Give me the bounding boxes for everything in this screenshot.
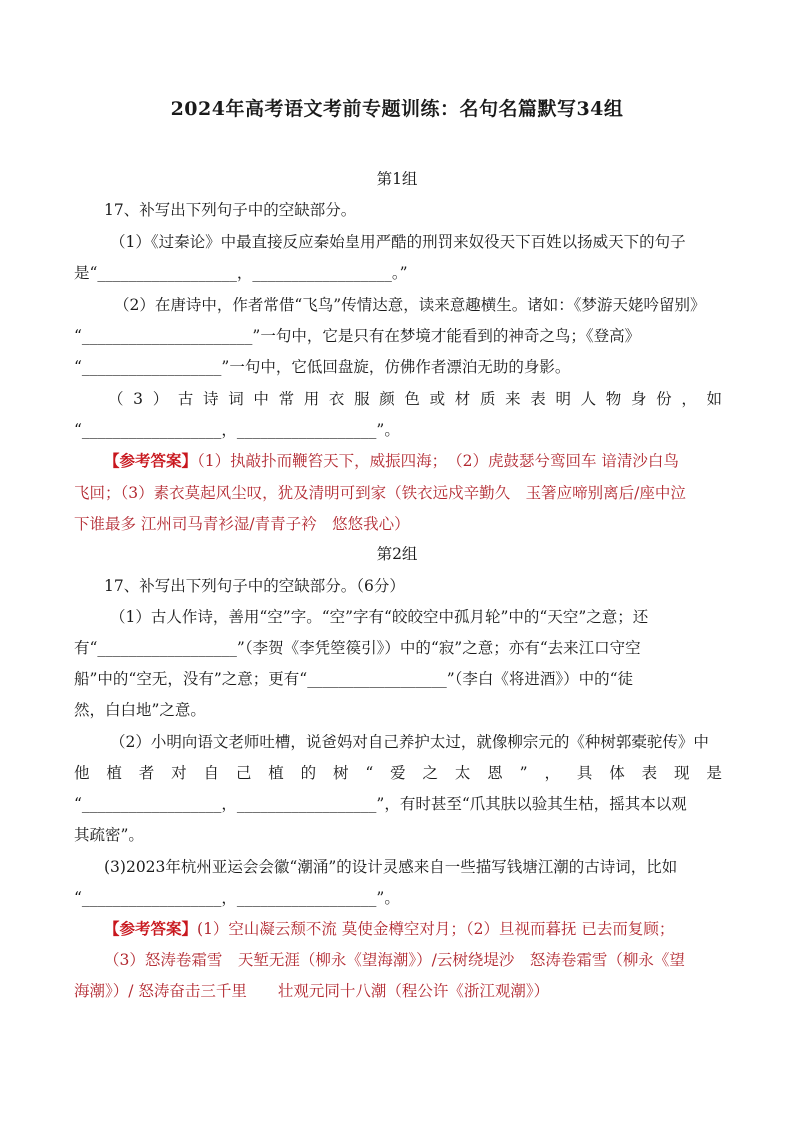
group2-q3-line1: (3)2023年杭州亚运会会徽“潮涌”的设计灵感来自一些描写钱塘江潮的古诗词，比如 xyxy=(104,858,678,876)
q3-char: （ xyxy=(108,390,124,408)
q2-char: 者 xyxy=(138,764,155,782)
q3-char: 颜 xyxy=(379,390,395,408)
q2-char: 自 xyxy=(203,764,220,782)
q3-char: 物 xyxy=(605,390,622,408)
q2-char: 他 xyxy=(74,764,90,782)
group2-q2-line2 xyxy=(74,762,722,784)
q3-char: ， xyxy=(681,390,697,408)
group1-q1-line2: 是“__________________，__________________。” xyxy=(74,264,408,282)
group2-q2-line3: “__________________，__________________”，有时甚至“爪其肤以验其生枯，摇其本以观 xyxy=(74,795,687,813)
q3-char: 质 xyxy=(479,390,496,408)
group2-q1-line1: （1）古人作诗，善用“空”字。“空”字有“皎皎空中孤月轮”中的“天空”之意；还 xyxy=(110,608,649,626)
group2-answer-line1 xyxy=(104,918,756,940)
q3-char: 表 xyxy=(530,390,546,408)
q2-char: 的 xyxy=(300,764,317,782)
q3-char: 明 xyxy=(555,390,571,408)
q2-char: ” xyxy=(519,764,528,782)
q2-char: ， xyxy=(544,764,560,782)
q2-char: 植 xyxy=(106,764,122,782)
q3-char: 如 xyxy=(706,390,722,408)
group1-q2-line1: （2）在唐诗中，作者常借“飞鸟”传情达意，读来意趣横生。诸如：《梦游天姥吟留别》 xyxy=(114,296,706,314)
q2-char: 是 xyxy=(706,764,722,782)
q3-char: 衣 xyxy=(328,390,345,408)
q3-char: 用 xyxy=(303,390,320,408)
group2-heading: 第2组 xyxy=(376,545,418,563)
q2-char: 体 xyxy=(609,764,625,782)
q3-char: 词 xyxy=(228,390,244,408)
page-title: 2024年高考语文考前专题训练：名句名篇默写34组 xyxy=(170,98,624,120)
q2-char: 己 xyxy=(235,764,252,782)
group1-answer-line1 xyxy=(104,450,756,472)
q2-char: 表 xyxy=(641,764,658,782)
group1-q3-line1 xyxy=(108,388,722,410)
q2-char: 太 xyxy=(454,764,471,782)
group1-q3-line2: “__________________，__________________”。 xyxy=(74,421,400,439)
answer-label: 【参考答案】 xyxy=(104,451,198,470)
group1-answer-line2: 飞回；（3）素衣莫起风尘叹，犹及清明可到家（铁衣远戍辛勤久 玉箸应啼别离后/座中泣 xyxy=(74,484,686,502)
q2-char: 植 xyxy=(268,764,284,782)
group2-q2-line4: 其疏密”。 xyxy=(74,826,144,844)
q3-char: 身 xyxy=(630,390,647,408)
q2-char: “ xyxy=(365,764,374,782)
q3-char: 份 xyxy=(656,390,672,408)
group1-q2-line2: “______________________”一句中，它是只有在梦境才能看到的神奇之鸟；《登高》 xyxy=(74,327,641,345)
q2-char: 恩 xyxy=(487,764,503,782)
q3-char: 古 xyxy=(177,390,194,408)
group2-answer-line2: （3）怒涛卷霜雪 天堑无涯（柳永《望海潮》）/云树绕堤沙 怒涛卷霜雪（柳永《望 xyxy=(104,951,685,969)
q3-char: ） xyxy=(152,390,169,408)
group2-q3-line2: “__________________，__________________”。 xyxy=(74,889,400,907)
group2-answer-line3: 海潮》）/ 怒涛奋击三千里 壮观元同十八潮（程公许《浙江观潮》） xyxy=(74,982,550,1000)
group2-q1-line3: 船”中的“空无，没有”之意；更有“__________________”（李白《将进酒》）中的“徒 xyxy=(74,670,634,688)
q3-char: 来 xyxy=(505,390,521,408)
answer-label: 【参考答案】 xyxy=(104,919,198,938)
q3-char: 人 xyxy=(580,390,597,408)
q3-char: 服 xyxy=(354,390,370,408)
group1-question: 17、补写出下列句子中的空缺部分。 xyxy=(104,201,357,219)
group2-q1-line4: 然，白白地”之意。 xyxy=(74,701,206,719)
q2-char: 具 xyxy=(576,764,593,782)
q3-char: 常 xyxy=(278,390,295,408)
q3-char: 3 xyxy=(133,390,144,408)
group2-q2-line1: （2）小明向语文老师吐槽，说爸妈对自己养护太过，就像柳宗元的《种树郭橐驼传》中 xyxy=(110,733,709,751)
group1-heading: 第1组 xyxy=(376,170,418,188)
q2-char: 之 xyxy=(422,764,439,782)
q2-char: 对 xyxy=(171,764,187,782)
answer-text: (1）空山凝云颓不流 莫使金樽空对月；（2）旦视而暮抚 已去而复顾； xyxy=(197,920,675,938)
q3-char: 中 xyxy=(253,390,269,408)
answer-text: （1）执敲扑而鞭笞天下，威振四海； （2）虎鼓瑟兮鸾回车 谙清沙白鸟 xyxy=(197,452,679,470)
group1-answer-line3: 下谁最多 江州司马青衫湿/青青子衿 悠悠我心） xyxy=(74,515,410,533)
group1-q1-line1: （1）《过秦论》中最直接反应秦始皇用严酷的刑罚来奴役天下百姓以扬威天下的句子 xyxy=(110,233,686,251)
group1-q2-line3: “__________________”一句中，它低回盘旋，仿佛作者漂泊无助的身影。 xyxy=(74,358,571,376)
q2-char: 树 xyxy=(333,764,349,782)
q3-char: 或 xyxy=(429,390,446,408)
group2-q1-line2: 有“__________________”（李贺《李凭箜篌引》）中的“寂”之意；亦有“去来江口守空 xyxy=(74,639,641,657)
q3-char: 材 xyxy=(454,390,471,408)
q3-char: 色 xyxy=(404,390,420,408)
group2-question: 17、补写出下列句子中的空缺部分。（6分） xyxy=(104,577,405,595)
q3-char: 诗 xyxy=(203,390,219,408)
q2-char: 爱 xyxy=(390,764,406,782)
q2-char: 现 xyxy=(673,764,690,782)
